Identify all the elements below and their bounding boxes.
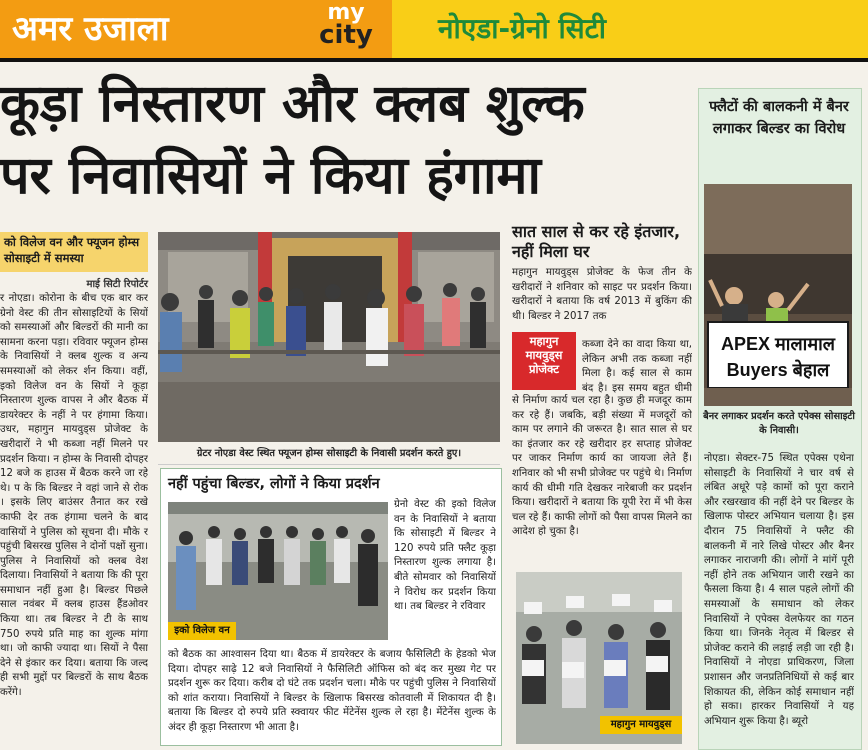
main-photo-caption: ग्रेटर नोएडा वेस्ट स्थित फ्यूजन होम्स सोसाइटी के निवासी प्रदर्शन करते हुए। [158, 444, 500, 465]
banner-line-1: APEX मालामाल [721, 334, 835, 354]
story2-body-paragraph: को बैठक का आश्वासन दिया था। बैठक में डायरेक्टर के बजाय फैसिलिटी के हेडको भेज दिया। दोपहर साढ़े 12 बजे निवासियों ने फैसिलिटी ऑफिस को बंद कर मुख्य गेट पर प्रदर्शन शुरू कर दिया। करीब दो घंटे तक प्रदर्शन चला। मौके पर पहुंची पुलिस ने निवासियों को शांत कराया। निवासियों ने बिल्डर के खिलाफ बिसरख कोतवाली में शिकायत दी है। बताया कि बिल्डर दो रुपये प्रति स्क्वायर फीट मेंटेनेंस शुल्क ले रहा है। मेंटेनेंस शुल्क के अंदर ही कूड़ा निस्तारण भी आता है। [168, 649, 496, 733]
story2-side-text [394, 498, 496, 648]
right-story-heading: फ्लैटों की बालकनी में बैनर लगाकर बिल्डर का विरोध [709, 99, 849, 137]
brand-logo: अमर उजाला [0, 0, 300, 58]
middle-story-body-wrap [582, 338, 692, 394]
left-story-credit: माई सिटी रिपोर्टर [86, 279, 148, 290]
main-headline [0, 68, 690, 212]
left-story-text: र नोएडा। कोरोना के बीच एक बार कर ग्रेनो वेस्ट की तीन सोसाइटियों के सियों को समस्याओं और बिल्डरों की मानी का सामना करना पड़ा। रविवार फ्यूजन होम्स के निवासियों ने क्लब शुल्क व अन्य समस्याओं को लेकर र्शन किया। वहीं, इको विलेज वन के सियों ने कूड़ा निस्तारण शुल्क वापस ने और बैठक में डायरेक्टर के नहीं ने पर हंगामा किया। उधर, महागुन मायवुड्स प्रोजेक्ट के खरीदारों ने भी कब्जा नहीं मिलने पर प्रदर्शन किया। न होम्स के निवासी दोपहर 12 बजे क हाउस में बैठक करने जा रहे थे। प के कि बिल्डर ने वहां जाने से रोक । इसके लिए बाउंसर तैनात कर रखे काफी देर तक हंगामा चलने के बाद वासियों ने पुलिस को सूचना दी। मौके र पहुंची बिसरख पुलिस ने दोनों पक्षों सुना। पुलिस ने निवासियों को क्लब वेश दिलाया। निवासियों ने बताया कि की पूरा समाधान नहीं हुआ है। बिल्डर पिछले साल नवंबर में क्लब हाउस हैंडओवर किया था। तब बिल्डर ने टी के साथ 750 रुपये प्रति माह का शुल्क मांगा था। जो काफी ज्यादा था। सियों ने पैसा देने से इंकार कर दिया। बताया कि जल्द ही सभी मुद्दों पर बिल्डरों के साथ बैठक करेंगे। [0, 293, 148, 699]
masthead-divider [0, 58, 868, 62]
middle-story-text-rest: से निर्माण कार्य चल रहा है। कुछ ही मजदूर काम कर रहे हैं। जबकि, बड़ी संख्या में मजदूरों को काम पर लगाने की जरूरत है। सात साल से घर का इंतजार कर रहे खरीदार हर सप्ताह प्रोजेक्ट पर जाकर निर्माण कार्य का जायजा लेते हैं। शनिवार को भी सभी प्रोजेक्ट पर पहुंचे थे। निर्माण कार्य की धीमी गति देखकर नारेबाजी कर प्रदर्शन किया। खरीदारों ने बताया कि यूपी रेरा में भी केस चल रहे हैं। काफी लोगों को पैसा वापस मिलने का आदेश हो चुका है। [512, 395, 692, 538]
middle-story-text-wrap: कब्जा देने का वादा किया था, लेकिन अभी तक कब्जा नहीं मिला है। कई साल से काम बंद है। इस समय बहुत धीमी [582, 339, 692, 394]
middle-story-body-top [512, 266, 692, 338]
protest-photo-eco-village [168, 502, 388, 640]
mahagun-photo-label: महागुन मायवुड्स [600, 716, 682, 734]
headline-line-1: कूड़ा निस्तारण और क्लब शुल्क [0, 73, 585, 134]
banner-line-2: Buyers बेहाल [726, 360, 830, 380]
right-story-body [704, 452, 854, 746]
mahagun-tag: महागुन मायवुड्स प्रोजेक्ट [512, 332, 576, 390]
story2-body [168, 648, 496, 742]
section-title: नोएडा-ग्रेनो सिटी [392, 0, 868, 58]
story2-heading: नहीं पहुंचा बिल्डर, लोगों ने किया प्रदर्शन [168, 476, 380, 492]
middle-story-text-top: महागुन मायवुड्स प्रोजेक्ट के फेज तीन के खरीदारों ने शनिवार को साइट पर प्रदर्शन किया। खरीदारों ने बताया कि वर्ष 2013 में बुकिंग की थी। बिल्डर ने 2017 तक [512, 267, 692, 322]
story2-side-paragraph: ग्रेनो वेस्ट की इको विलेज वन के निवासियों ने बताया कि सोसाइटी में बिल्डर ने 120 रुपये प्रति फ्लैट कूड़ा निस्तारण शुल्क लगाया है। बीते सोमवार को निवासियों ने विरोध कर प्रदर्शन किया था। तब बिल्डर ने रविवार [394, 499, 496, 613]
left-story-body [0, 292, 148, 744]
headline-line-2: पर निवासियों ने किया हंगामा [0, 145, 541, 206]
middle-story-heading: सात साल से कर रहे इंतजार, नहीं मिला घर [512, 222, 681, 261]
mycity-city: city [319, 20, 373, 50]
mycity-logo [300, 0, 392, 58]
middle-story-body-rest [512, 394, 692, 566]
eco-village-label: इको विलेज वन [168, 622, 236, 640]
left-story-heading: को विलेज वन और फ्यूजन होम्स सोसाइटी में समस्या [0, 232, 148, 272]
balcony-banner-photo [704, 184, 852, 406]
protest-photo-fusion-homes [158, 232, 500, 442]
mycity-my: my [327, 0, 365, 25]
right-story-text: नोएडा। सेक्टर-75 स्थित एपेक्स एथेना सोसाइटी के निवासियों ने चार वर्ष से लंबित अधूरे पड़े कामों को पूरा कराने और रखरखाव की नहीं देने पर बिल्डर के खिलाफ पोस्टर अभियान चलाया है। इस दौरान 75 निवासियों ने फ्लैट की बालकनी में नारे लिखे पोस्टर और बैनर लगाकर नाराजगी की। लोगों ने मांगें पूरी नहीं होने तक अभियान जारी रखने का फैसला किया है। 4 साल पहले लोगों की समस्याओं के समाधान को लेकर निवासियों ने एपेक्स वेलफेयर का गठन किया था। जिनके नेतृत्व में बिल्डर से प्रोजेक्ट कराने की लड़ाई लड़ी जा रही है। निवासियों ने नोएडा प्राधिकरण, जिला प्रशासन और जनप्रतिनिधियों से कई बार शिकायत की, लेकिन कोई समाधान नहीं हो सका। हारकर निवासियों ने यह अभियान शुरू किया है। ब्यूरो [704, 453, 854, 727]
balcony-photo-caption: बैनर लगाकर प्रदर्शन करते एपेक्स सोसाइटी के निवासी। [703, 411, 855, 436]
